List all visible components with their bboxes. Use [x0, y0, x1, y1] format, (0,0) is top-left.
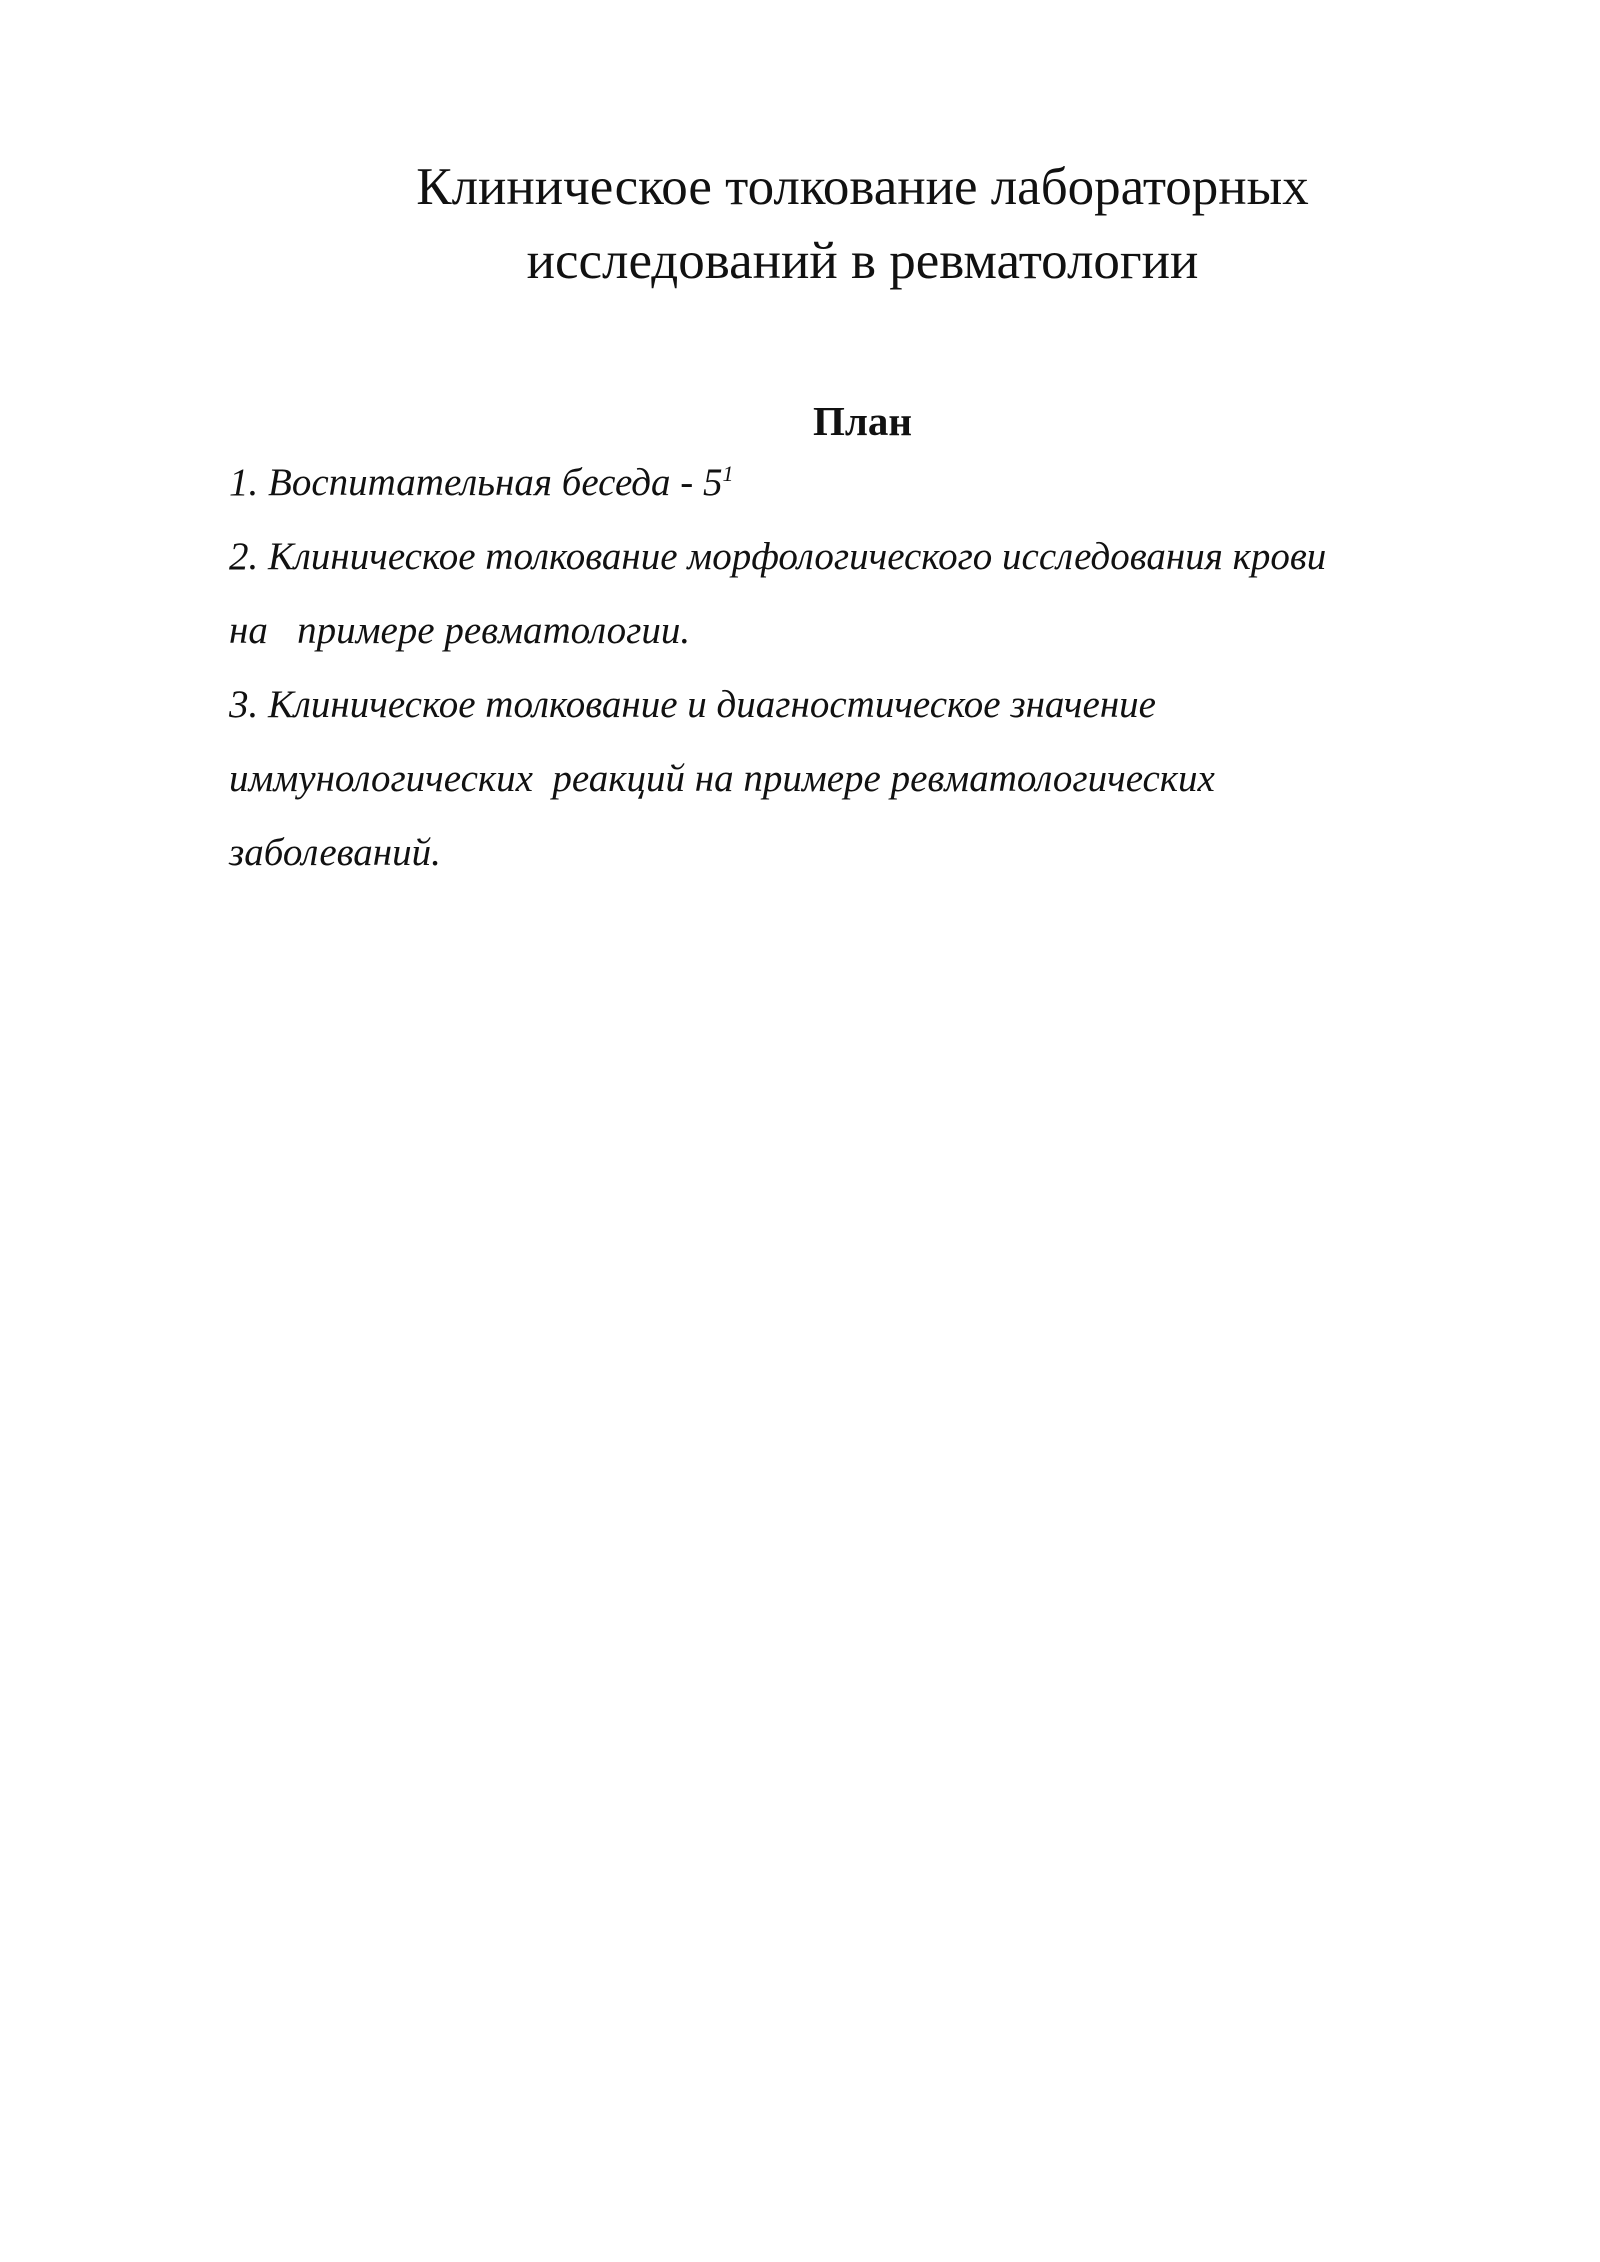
footnote-marker: 1 — [722, 461, 734, 486]
plan-heading: План — [812, 398, 913, 444]
plan-item-3-line-1: 3. Клиническое толкование и диагностическое значение — [229, 683, 1156, 726]
plan-item-2-line-1: 2. Клиническое толкование морфологического исследования крови — [229, 535, 1327, 578]
plan-item-2 — [229, 520, 1529, 668]
document-title — [0, 150, 1600, 298]
plan-item-1-line-1 — [229, 446, 1529, 520]
plan-item-1-text: 1. Воспитательная беседа - 5 — [229, 461, 723, 504]
plan-item-3 — [229, 668, 1529, 890]
plan-item-3-line-3: заболеваний. — [229, 831, 441, 874]
plan-item-2-line-2: на примере ревматологии. — [229, 609, 691, 652]
document-title-line-2: исследований в ревматологии — [526, 232, 1199, 290]
plan-item-3-line-2: иммунологических реакций на примере ревматологических — [229, 757, 1215, 800]
plan-item-1 — [229, 446, 1529, 520]
plan-list — [229, 446, 1529, 890]
document-title-line-1: Клиническое толкование лабораторных — [416, 158, 1309, 216]
